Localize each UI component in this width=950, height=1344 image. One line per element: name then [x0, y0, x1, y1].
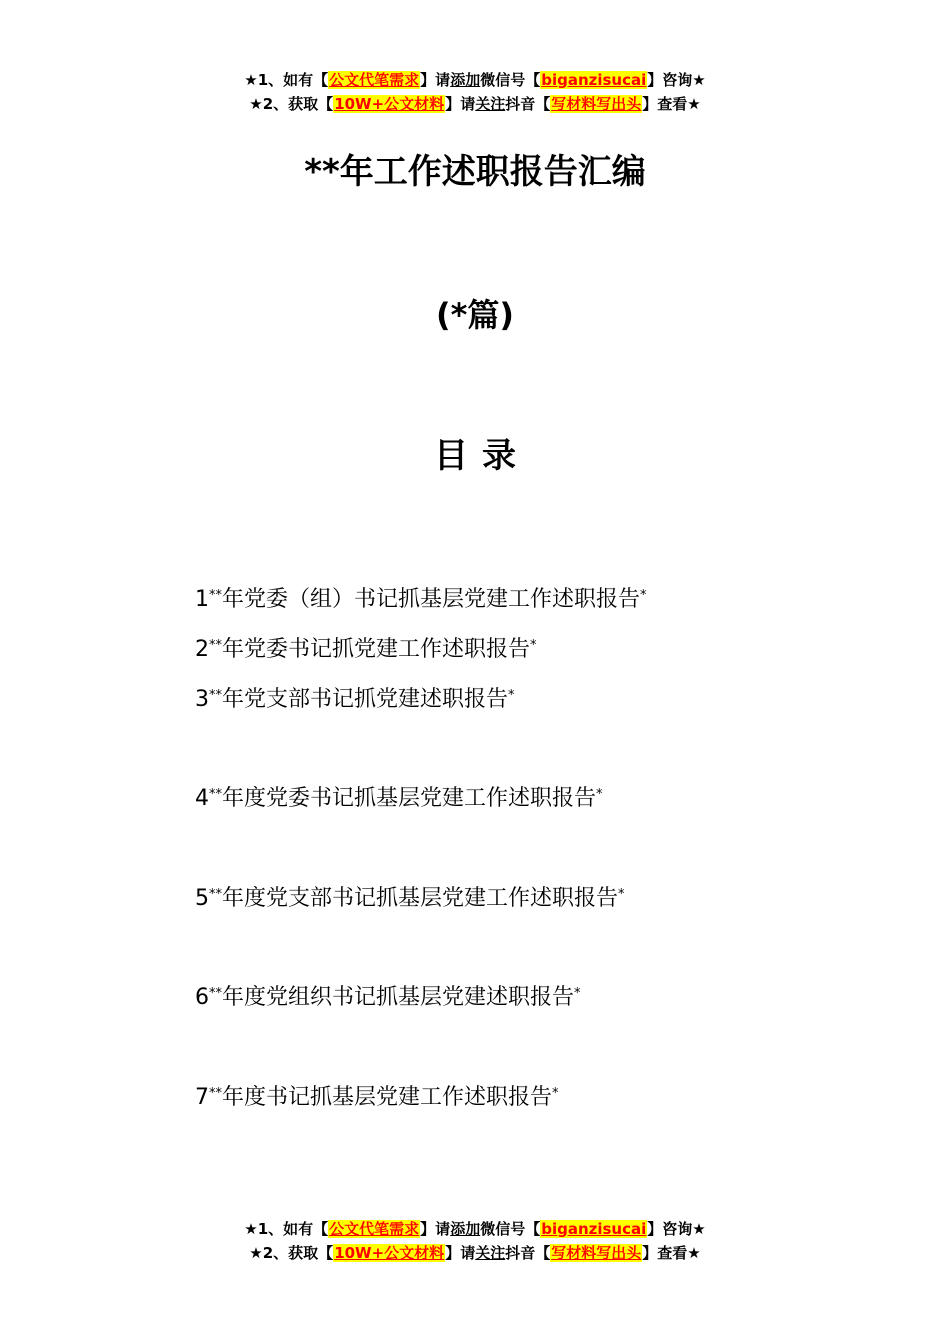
- highlight-service: 公文代笔需求: [329, 1220, 420, 1238]
- toc-item-stars: **: [209, 1086, 222, 1101]
- toc-item[interactable]: [195, 1078, 559, 1114]
- document-count: (*篇): [436, 296, 514, 334]
- highlight-wechat-id: biganzisucai: [541, 71, 647, 89]
- footer-banner: [0, 1217, 950, 1265]
- banner-underline: 关注: [475, 95, 506, 113]
- banner-text: 】咨询★: [647, 1220, 706, 1238]
- banner-line-2: [0, 1241, 950, 1265]
- toc-item-number: 1: [195, 587, 209, 612]
- header-banner: [0, 68, 950, 116]
- toc-item-mark: *: [618, 887, 625, 902]
- toc-item[interactable]: [195, 680, 515, 716]
- banner-text: 】查看★: [642, 95, 701, 113]
- toc-item-text: 年度党支部书记抓基层党建工作述职报告: [222, 886, 619, 911]
- toc-item-stars: **: [209, 588, 222, 603]
- highlight-wechat-id: biganzisucai: [541, 1220, 647, 1238]
- toc-heading: 目录: [434, 436, 530, 476]
- toc-item-text: 年度党组织书记抓基层党建述职报告: [222, 985, 575, 1010]
- banner-underline: 添加: [450, 71, 481, 89]
- banner-text: ★1、如有【: [244, 1220, 329, 1238]
- toc-item-text: 年党支部书记抓党建述职报告: [222, 687, 509, 712]
- toc-item-stars: **: [209, 787, 222, 802]
- toc-item-stars: **: [209, 638, 222, 653]
- toc-item-number: 3: [195, 687, 209, 712]
- banner-underline: 添加: [450, 1220, 481, 1238]
- banner-text: ★1、如有【: [244, 71, 329, 89]
- banner-underline: 关注: [475, 1244, 506, 1262]
- banner-text: 微信号【: [480, 71, 541, 89]
- toc-item-mark: *: [508, 688, 515, 703]
- toc-item-text: 年党委书记抓党建工作述职报告: [222, 637, 531, 662]
- banner-text: 】请: [420, 71, 451, 89]
- toc-item-mark: *: [640, 588, 647, 603]
- banner-text: 抖音【: [505, 1244, 551, 1262]
- toc-item-stars: **: [209, 688, 222, 703]
- toc-item-number: 7: [195, 1085, 209, 1110]
- banner-text: ★2、获取【: [249, 1244, 334, 1262]
- toc-item[interactable]: [195, 879, 625, 915]
- toc-item-mark: *: [530, 638, 537, 653]
- toc-item-stars: **: [209, 986, 222, 1001]
- banner-text: 】请: [445, 95, 476, 113]
- banner-line-1: [0, 1217, 950, 1241]
- toc-item[interactable]: [195, 580, 647, 616]
- banner-text: 】请: [445, 1244, 476, 1262]
- banner-line-1: [0, 68, 950, 92]
- highlight-materials: 10W+公文材料: [334, 1244, 445, 1262]
- banner-text: 微信号【: [480, 1220, 541, 1238]
- highlight-douyin-account: 写材料写出头: [551, 1244, 642, 1262]
- toc-item-text: 年党委（组）书记抓基层党建工作述职报告: [222, 587, 641, 612]
- toc-item-number: 6: [195, 985, 209, 1010]
- toc-item-stars: **: [209, 887, 222, 902]
- banner-text: ★2、获取【: [249, 95, 334, 113]
- document-title: **年工作述职报告汇编: [304, 152, 646, 192]
- banner-line-2: [0, 92, 950, 116]
- toc-item-number: 2: [195, 637, 209, 662]
- toc-item[interactable]: [195, 978, 581, 1014]
- toc-item-number: 5: [195, 886, 209, 911]
- highlight-materials: 10W+公文材料: [334, 95, 445, 113]
- toc-item-mark: *: [552, 1086, 559, 1101]
- toc-item-number: 4: [195, 786, 209, 811]
- banner-text: 】查看★: [642, 1244, 701, 1262]
- banner-text: 】咨询★: [647, 71, 706, 89]
- toc-item-text: 年度党委书记抓基层党建工作述职报告: [222, 786, 597, 811]
- highlight-douyin-account: 写材料写出头: [551, 95, 642, 113]
- toc-item-text: 年度书记抓基层党建工作述职报告: [222, 1085, 553, 1110]
- toc-item[interactable]: [195, 630, 537, 666]
- toc-item-mark: *: [596, 787, 603, 802]
- highlight-service: 公文代笔需求: [329, 71, 420, 89]
- toc-item[interactable]: [195, 779, 603, 815]
- toc-item-mark: *: [574, 986, 581, 1001]
- banner-text: 】请: [420, 1220, 451, 1238]
- banner-text: 抖音【: [505, 95, 551, 113]
